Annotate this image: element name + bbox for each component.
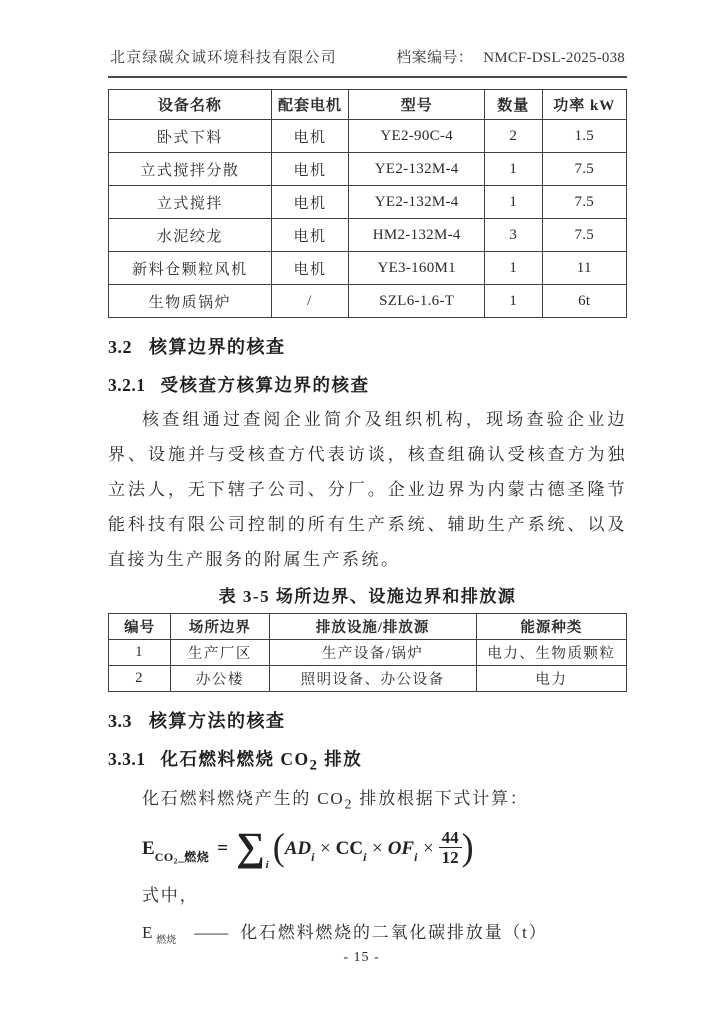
cell-motor: 电机	[271, 219, 349, 252]
section-number: 3.3	[108, 711, 132, 731]
section-title: 化石燃料燃烧 $CO_2$ 排放	[160, 749, 363, 774]
cell-device-name: 立式搅拌分散	[109, 153, 272, 186]
cell-power: 1.5	[542, 120, 626, 153]
cell-motor: 电机	[271, 186, 349, 219]
table-row	[109, 285, 627, 318]
cell-id: 2	[109, 666, 171, 692]
equals-sign: =	[217, 837, 229, 859]
definition-text: 化石燃料燃烧的二氧化碳排放量（t）	[240, 922, 548, 942]
cell-model: YE2-90C-4	[349, 120, 485, 153]
table-row	[109, 640, 627, 666]
cell-model: YE3-160M1	[349, 252, 485, 285]
where-label: 式中，	[142, 885, 199, 905]
page-number: - 15 -	[343, 950, 380, 965]
cell-power: 6t	[542, 285, 626, 318]
cell-emission-source: 照明设备、办公设备	[269, 666, 476, 692]
cell-device-name: 卧式下料	[109, 120, 272, 153]
formula-intro-line: 化石燃料燃烧产生的 $CO_2$ 排放根据下式计算：	[142, 788, 529, 812]
column-header-power: 功率 kW	[542, 90, 626, 120]
section-number: 3.3.1	[108, 749, 146, 769]
cell-quantity: 1	[485, 153, 542, 186]
cell-energy-type: 电力、生物质颗粒	[476, 640, 626, 666]
boundary-table	[108, 613, 627, 692]
cell-quantity: 1	[485, 186, 542, 219]
cell-quantity: 2	[485, 120, 542, 153]
archive-value: NMCF-DSL-2025-038	[483, 50, 625, 66]
table-row	[109, 120, 627, 153]
cell-site-boundary: 生产厂区	[171, 640, 269, 666]
section-heading-3-3-1	[108, 746, 627, 775]
section-heading-3-2	[108, 333, 627, 359]
cell-quantity: 1	[485, 252, 542, 285]
cell-motor: /	[271, 285, 349, 318]
cell-quantity: 1	[485, 285, 542, 318]
open-paren: (	[272, 825, 285, 868]
table-3-5-caption: 表 3-5 场所边界、设施边界和排放源	[218, 587, 517, 606]
fraction-44-12: $\frac{44}{12}$	[439, 828, 462, 868]
page-header	[108, 44, 627, 78]
formula-lhs: ECO₂_燃烧	[142, 837, 210, 864]
column-header-model: 型号	[349, 90, 485, 120]
definition-symbol-subscript: 燃烧	[156, 934, 177, 946]
cell-power: 7.5	[542, 153, 626, 186]
cell-emission-source: 生产设备/锅炉	[269, 640, 476, 666]
archive-number-block	[396, 46, 625, 67]
equipment-table	[108, 89, 627, 318]
cell-model: YE2-132M-4	[349, 153, 485, 186]
sigma-index: i	[265, 858, 269, 871]
section-title: 核算边界的核查	[149, 337, 286, 357]
column-header-device-name: 设备名称	[109, 90, 272, 120]
page-content	[108, 44, 627, 946]
column-header-motor: 配套电机	[271, 90, 349, 120]
table-row	[109, 666, 627, 692]
co2-combustion-formula	[142, 821, 627, 877]
cell-motor: 电机	[271, 153, 349, 186]
subscript-two: 2	[344, 795, 354, 812]
cell-id: 1	[109, 640, 171, 666]
cell-device-name: 水泥绞龙	[109, 219, 272, 252]
definition-dash: ——	[194, 922, 229, 942]
times-sign: ×	[422, 837, 434, 859]
sigma-symbol: ∑	[236, 823, 265, 869]
cell-power: 7.5	[542, 186, 626, 219]
cell-power: 11	[542, 252, 626, 285]
subscript-two: 2	[309, 757, 319, 774]
cell-energy-type: 电力	[476, 666, 626, 692]
cell-quantity: 3	[485, 219, 542, 252]
table-row	[109, 219, 627, 252]
cell-power: 7.5	[542, 219, 626, 252]
boundary-table-header-row	[109, 614, 627, 640]
cell-site-boundary: 办公楼	[171, 666, 269, 692]
column-header-quantity: 数量	[485, 90, 542, 120]
boundary-verification-paragraph: 核查组通过查阅企业简介及组织机构，现场查验企业边界、设施并与受核查方代表访谈，核查组确认受核查方为独立法人，无下辖子公司、分厂。企业边界为内蒙古德圣隆节能科技有限公司控制的所有生产系统、辅助生产系统、以及直接为生产服务的附属生产系统。	[108, 410, 627, 569]
cell-model: YE2-132M-4	[349, 186, 485, 219]
cell-model: SZL6-1.6-T	[349, 285, 485, 318]
close-paren: )	[461, 825, 474, 868]
cell-device-name: 立式搅拌	[109, 186, 272, 219]
archive-label: 档案编号：	[396, 50, 474, 66]
symbol-definition-line	[142, 918, 627, 946]
cell-motor: 电机	[271, 252, 349, 285]
formula-lhs-subscript: CO₂_燃烧	[154, 849, 210, 864]
section-heading-3-2-1	[108, 372, 627, 397]
column-header-id: 编号	[109, 614, 171, 640]
equipment-table-header-row	[109, 90, 627, 120]
times-sign: ×	[319, 837, 331, 859]
table-row	[109, 153, 627, 186]
column-header-emission-source: 排放设施/排放源	[269, 614, 476, 640]
times-sign: ×	[371, 837, 383, 859]
section-heading-3-3	[108, 707, 627, 733]
section-number: 3.2	[108, 337, 132, 357]
definition-symbol: E 燃烧	[142, 922, 177, 946]
section-number: 3.2.1	[108, 375, 146, 395]
table-row	[109, 252, 627, 285]
cell-device-name: 生物质锅炉	[109, 285, 272, 318]
company-name: 北京绿碳众诚环境科技有限公司	[110, 50, 337, 66]
section-title: 受核查方核算边界的核查	[160, 375, 370, 395]
column-header-energy-type: 能源种类	[476, 614, 626, 640]
table-row	[109, 186, 627, 219]
column-header-site-boundary: 场所边界	[171, 614, 269, 640]
cell-model: HM2-132M-4	[349, 219, 485, 252]
cell-motor: 电机	[271, 120, 349, 153]
formula-term-cc: CCi	[335, 837, 367, 864]
section-title: 核算方法的核查	[149, 711, 286, 731]
formula-term-ad: ADi	[284, 837, 315, 864]
cell-device-name: 新料仓颗粒风机	[109, 252, 272, 285]
formula-term-of: OFi	[387, 837, 418, 864]
